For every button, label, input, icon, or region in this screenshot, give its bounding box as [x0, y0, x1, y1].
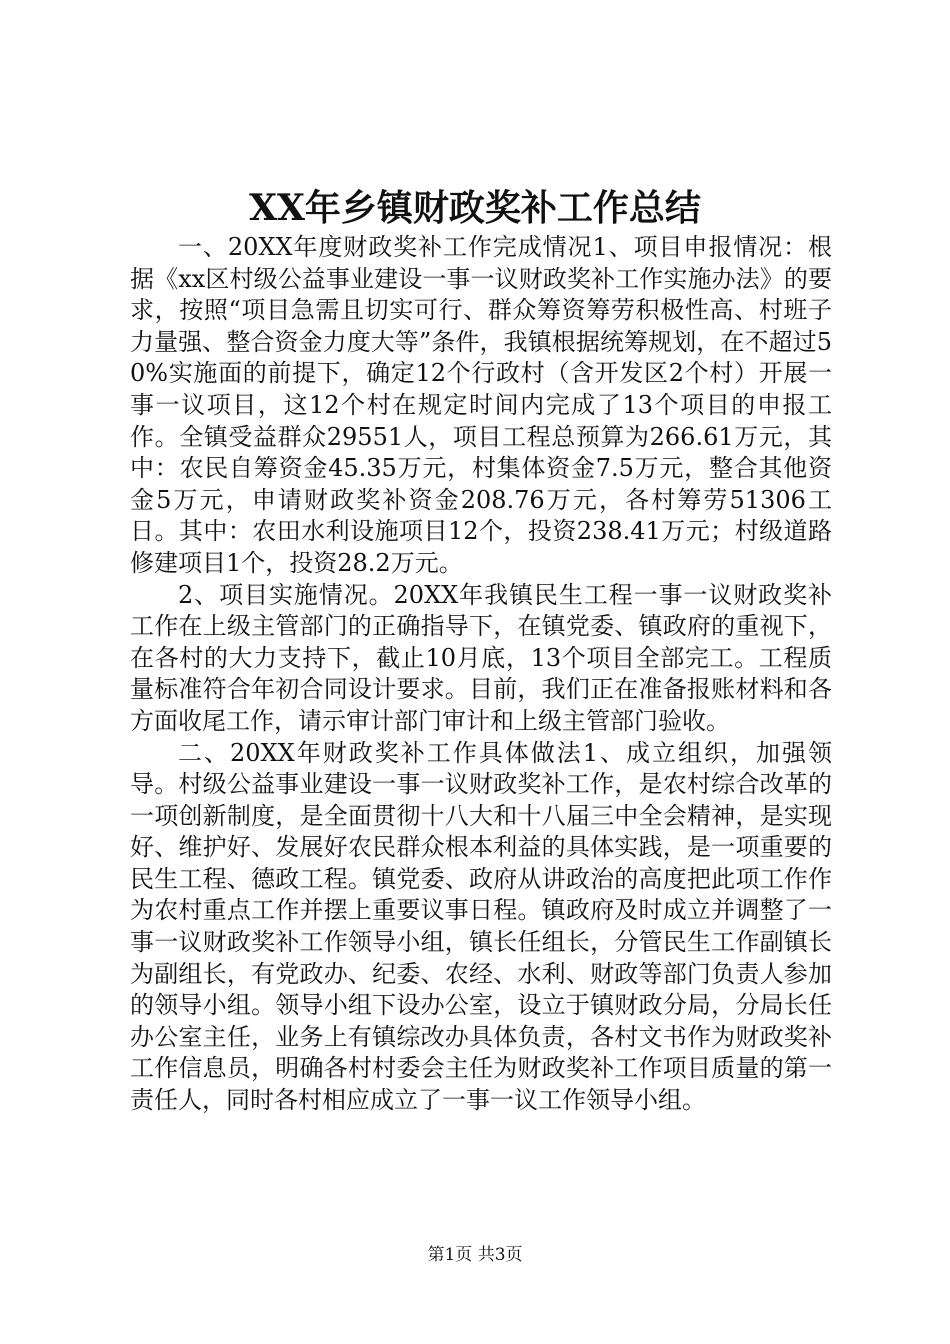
page-footer: 第1页 共3页	[427, 1245, 523, 1265]
document-body	[130, 232, 832, 1117]
paragraph-1: 一、20XX年度财政奖补工作完成情况1、项目申报情况：根据《xx区村级公益事业建设一事一议财政奖补工作实施办法》的要求，按照“项目急需且切实可行、群众筹资筹劳积极性高、村班子力量强、整合资金力度大等”条件，我镇根据统筹规划，在不超过50%实施面的前提下，确定12个行政村（含开发区2个村）开展一事一议项目，这12个村在规定时间内完成了13个项目的申报工作。全镇受益群众29551人，项目工程总预算为266.61万元，其中：农民自筹资金45.35万元，村集体资金7.5万元，整合其他资金5万元，申请财政奖补资金208.76万元，各村筹劳51306工日。其中：农田水利设施项目12个，投资238.41万元；村级道路修建项目1个，投资28.2万元。	[130, 233, 832, 577]
paragraph-3: 二、20XX年财政奖补工作具体做法1、成立组织，加强领导。村级公益事业建设一事一议财政奖补工作，是农村综合改革的一项创新制度，是全面贯彻十八大和十八届三中全会精神，是实现好、维护好、发展好农民群众根本利益的具体实践，是一项重要的民生工程、德政工程。镇党委、政府从讲政治的高度把此项工作作为农村重点工作并摆上重要议事日程。镇政府及时成立并调整了一事一议财政奖补工作领导小组，镇长任组长，分管民生工作副镇长为副组长，有党政办、纪委、农经、水利、财政等部门负责人参加的领导小组。领导小组下设办公室，设立于镇财政分局，分局长任办公室主任，业务上有镇综改办具体负责，各村文书作为财政奖补工作信息员，明确各村村委会主任为财政奖补工作项目质量的第一责任人，同时各村相应成立了一事一议工作领导小组。	[130, 738, 832, 1115]
paragraph-2: 2、项目实施情况。20XX年我镇民生工程一事一议财政奖补工作在上级主管部门的正确指导下，在镇党委、镇政府的重视下，在各村的大力支持下，截止10月底，13个项目全部完工。工程质量标准符合年初合同设计要求。目前，我们正在准备报账材料和各方面收尾工作，请示审计部门审计和上级主管部门验收。	[130, 580, 832, 735]
document-title: XX年乡镇财政奖补工作总结	[249, 187, 701, 229]
